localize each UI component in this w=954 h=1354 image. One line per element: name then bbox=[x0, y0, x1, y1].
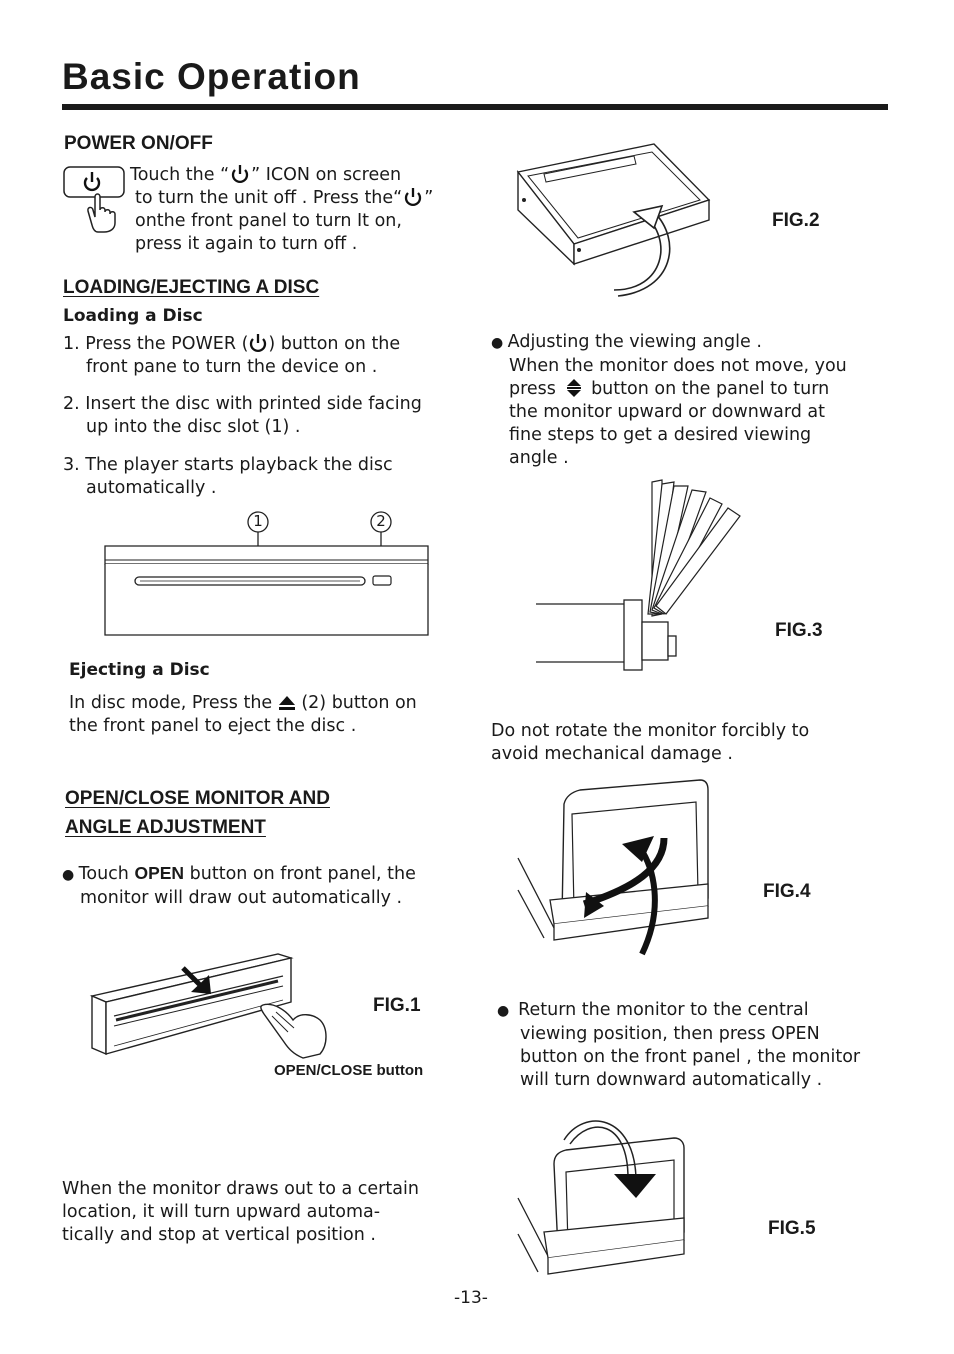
openclose-bullet-b: button on front panel, the bbox=[184, 864, 416, 884]
loading-heading: LOADING/EJECTING A DISC bbox=[63, 277, 320, 298]
fig3-illustration bbox=[534, 474, 764, 674]
return-text-3: button on the front panel , the monitor bbox=[520, 1047, 861, 1067]
angle-text-4: the monitor upward or downward at bbox=[509, 402, 825, 422]
power-icon bbox=[248, 334, 268, 352]
angle-text-3a: press bbox=[509, 379, 556, 399]
power-text-3: onthe front panel to turn It on, bbox=[135, 211, 402, 231]
page-title: Basic Operation bbox=[62, 56, 361, 97]
step3-b: automatically . bbox=[86, 478, 217, 498]
openclose-para-3: tically and stop at vertical position . bbox=[62, 1225, 376, 1245]
power-text-1b: ” ICON on screen bbox=[251, 165, 402, 185]
fig2-illustration bbox=[514, 140, 724, 300]
bullet-icon: ● bbox=[62, 867, 79, 883]
fig4-label: FIG.4 bbox=[763, 881, 811, 902]
step1-b: ) button on the bbox=[268, 334, 401, 354]
callout-1: 1 bbox=[253, 512, 263, 530]
warn-text-1: Do not rotate the monitor forcibly to bbox=[491, 721, 810, 741]
step1-c: front pane to turn the device on . bbox=[86, 357, 378, 377]
angle-text-5: fine steps to get a desired viewing bbox=[509, 425, 812, 445]
step1-a: 1. Press the POWER ( bbox=[63, 334, 249, 354]
power-icon bbox=[402, 188, 424, 206]
callout-2: 2 bbox=[376, 512, 386, 530]
title-rule bbox=[62, 104, 888, 110]
angle-text-1: Adjusting the viewing angle . bbox=[507, 332, 762, 352]
eject-icon bbox=[278, 695, 296, 711]
fig1-caption: OPEN/CLOSE button bbox=[274, 1062, 424, 1079]
bullet-icon: ● bbox=[497, 1003, 519, 1019]
openclose-heading-1: OPEN/CLOSE MONITOR AND bbox=[65, 788, 330, 809]
fig1-illustration bbox=[88, 950, 368, 1062]
fig3-label: FIG.3 bbox=[775, 620, 823, 641]
warn-text-2: avoid mechanical damage . bbox=[491, 744, 733, 764]
power-icon bbox=[229, 165, 251, 183]
eject-text-1a: In disc mode, Press the bbox=[69, 693, 273, 713]
angle-text-6: angle . bbox=[509, 448, 569, 468]
return-text-2: viewing position, then press OPEN bbox=[520, 1024, 820, 1044]
openclose-heading-2: ANGLE ADJUSTMENT bbox=[65, 817, 266, 838]
openclose-para-2: location, it will turn upward automa- bbox=[62, 1202, 381, 1222]
openclose-bullet-a: Touch bbox=[78, 864, 135, 884]
ejecting-subheading: Ejecting a Disc bbox=[69, 660, 210, 680]
eject-text-1b: (2) button on bbox=[301, 693, 417, 713]
openclose-bullet-line2: monitor will draw out automatically . bbox=[80, 888, 403, 908]
fig4-illustration bbox=[514, 778, 714, 960]
fig5-illustration bbox=[514, 1112, 694, 1280]
step2-a: 2. Insert the disc with printed side facing bbox=[63, 394, 422, 414]
power-text-4: press it again to turn off . bbox=[135, 234, 358, 254]
up-down-arrow-icon bbox=[562, 378, 586, 398]
fig1-label: FIG.1 bbox=[373, 995, 421, 1016]
power-text-2a: to turn the unit off . Press the“ bbox=[135, 188, 403, 208]
return-text-4: will turn downward automatically . bbox=[520, 1070, 823, 1090]
page-number: -13- bbox=[454, 1288, 488, 1308]
power-button-hand-illustration bbox=[62, 165, 128, 235]
return-text-1: Return the monitor to the central bbox=[518, 1000, 809, 1020]
power-text-2b: ” bbox=[424, 188, 434, 208]
bullet-icon: ● bbox=[491, 335, 508, 351]
step3-a: 3. The player starts playback the disc bbox=[63, 455, 393, 475]
angle-text-2: When the monitor does not move, you bbox=[509, 356, 847, 376]
loading-subheading: Loading a Disc bbox=[63, 306, 203, 326]
step2-b: up into the disc slot (1) . bbox=[86, 417, 301, 437]
fig5-label: FIG.5 bbox=[768, 1218, 816, 1239]
eject-text-2: the front panel to eject the disc . bbox=[69, 716, 357, 736]
openclose-para-1: When the monitor draws out to a certain bbox=[62, 1179, 419, 1199]
openclose-bullet-bold: OPEN bbox=[134, 863, 185, 883]
power-text-1a: Touch the “ bbox=[130, 165, 230, 185]
power-heading: POWER ON/OFF bbox=[64, 133, 213, 154]
hand-pointer-icon bbox=[88, 194, 115, 232]
fig2-label: FIG.2 bbox=[772, 210, 820, 231]
angle-text-3b: button on the panel to turn bbox=[591, 379, 830, 399]
